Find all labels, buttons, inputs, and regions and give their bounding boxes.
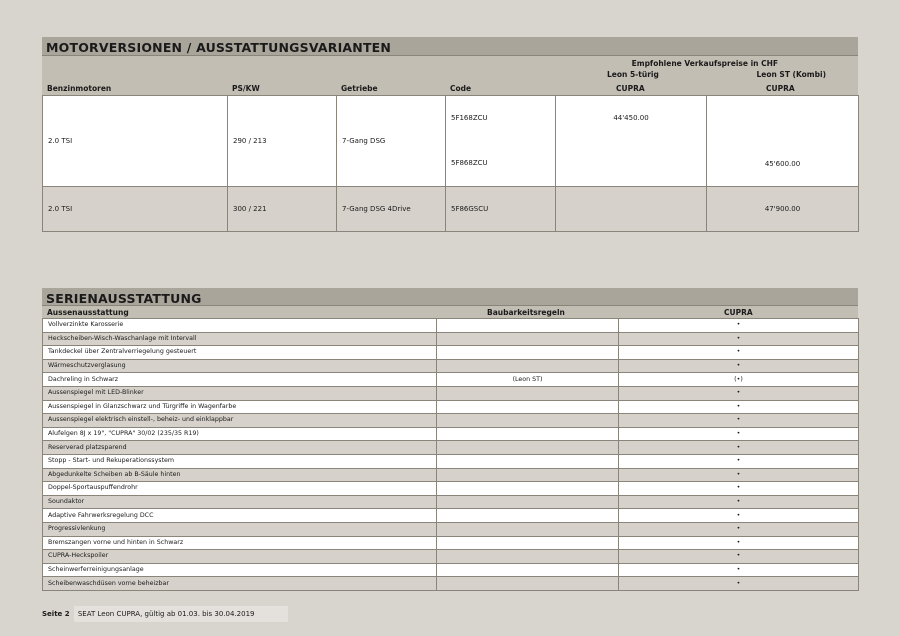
rule-cell: (Leon ST) bbox=[437, 373, 619, 387]
cupra-mark: (•) bbox=[619, 373, 859, 387]
table-row bbox=[43, 386, 859, 400]
rule-cell bbox=[437, 550, 619, 564]
cupra-mark: • bbox=[619, 482, 859, 496]
serie-title: SERIENAUSSTATTUNG bbox=[46, 291, 202, 306]
rule-cell bbox=[437, 346, 619, 360]
table-row bbox=[43, 495, 859, 509]
price-st: 45'600.00 bbox=[764, 160, 801, 168]
variant-st: Leon ST (Kombi) bbox=[756, 70, 826, 79]
variant-5door: Leon 5-türig bbox=[607, 70, 659, 79]
equipment-item: Dachreling in Schwarz bbox=[43, 373, 437, 387]
motor-section bbox=[42, 37, 858, 232]
equipment-item: Vollverzinkte Karosserie bbox=[43, 319, 437, 333]
rule-cell bbox=[437, 359, 619, 373]
table-row bbox=[43, 522, 859, 536]
equipment-item: Aussenspiegel elektrisch einstell-, beheiz- und einklappbar bbox=[43, 414, 437, 428]
cupra-mark: • bbox=[619, 495, 859, 509]
equipment-item: Aussenspiegel in Glanzschwarz und Türgriffe in Wagenfarbe bbox=[43, 400, 437, 414]
price-5door-cell bbox=[556, 187, 707, 232]
table-row bbox=[43, 319, 859, 333]
cupra-mark: • bbox=[619, 441, 859, 455]
rule-cell bbox=[437, 319, 619, 333]
cupra-mark: • bbox=[619, 427, 859, 441]
rule-cell bbox=[437, 509, 619, 523]
equipment-item: CUPRA-Heckspoiler bbox=[43, 550, 437, 564]
price-heading: Empfohlene Verkaufspreise in CHF bbox=[631, 59, 778, 68]
cupra-mark: • bbox=[619, 346, 859, 360]
motor-title-bar bbox=[42, 37, 858, 56]
cupra-mark: • bbox=[619, 454, 859, 468]
cupra-mark: • bbox=[619, 386, 859, 400]
table-row bbox=[43, 577, 859, 591]
cupra-mark: • bbox=[619, 468, 859, 482]
equipment-item: Tankdeckel über Zentralverriegelung gesteuert bbox=[43, 346, 437, 360]
table-row bbox=[43, 454, 859, 468]
equipment-item: Scheinwerferreinigungsanlage bbox=[43, 563, 437, 577]
table-row bbox=[43, 468, 859, 482]
motor-table bbox=[42, 95, 859, 232]
code-5door: 5F168ZCU bbox=[451, 114, 488, 122]
cupra-mark: • bbox=[619, 414, 859, 428]
rule-cell bbox=[437, 482, 619, 496]
serie-table bbox=[42, 318, 859, 591]
table-row bbox=[43, 346, 859, 360]
rule-cell bbox=[437, 414, 619, 428]
ps-cell: 300 / 221 bbox=[228, 187, 337, 232]
rule-cell bbox=[437, 400, 619, 414]
equipment-item: Progressivlenkung bbox=[43, 522, 437, 536]
price-5door: 44'450.00 bbox=[613, 114, 649, 122]
equipment-item: Stopp - Start- und Rekuperationssystem bbox=[43, 454, 437, 468]
equipment-item: Reserverad platzsparend bbox=[43, 441, 437, 455]
rule-cell bbox=[437, 563, 619, 577]
engine-cell: 2.0 TSI bbox=[43, 187, 228, 232]
table-row bbox=[43, 536, 859, 550]
col-item: Aussenausstattung bbox=[47, 308, 129, 317]
equipment-item: Wärmeschutzverglasung bbox=[43, 359, 437, 373]
equipment-item: Heckscheiben-Wisch-Waschanlage mit Intervall bbox=[43, 332, 437, 346]
cupra-mark: • bbox=[619, 550, 859, 564]
price-st-cell: 47'900.00 bbox=[707, 187, 859, 232]
equipment-item: Abgedunkelte Scheiben ab B-Säule hinten bbox=[43, 468, 437, 482]
cupra-mark: • bbox=[619, 359, 859, 373]
cupra-mark: • bbox=[619, 332, 859, 346]
gear-cell: 7-Gang DSG 4Drive bbox=[337, 187, 446, 232]
table-row bbox=[43, 427, 859, 441]
footer bbox=[42, 610, 255, 618]
rule-cell bbox=[437, 454, 619, 468]
table-row bbox=[43, 373, 859, 387]
cupra-mark: • bbox=[619, 563, 859, 577]
page-number: Seite 2 bbox=[42, 610, 70, 618]
table-row bbox=[43, 482, 859, 496]
cupra-mark: • bbox=[619, 400, 859, 414]
rule-cell bbox=[437, 468, 619, 482]
equipment-item: Soundaktor bbox=[43, 495, 437, 509]
code-cell bbox=[446, 96, 556, 187]
col-cupra-5door: CUPRA bbox=[616, 84, 645, 93]
cupra-mark: • bbox=[619, 522, 859, 536]
ps-cell: 290 / 213 bbox=[228, 96, 337, 187]
rule-cell bbox=[437, 536, 619, 550]
col-gear: Getriebe bbox=[341, 84, 378, 93]
rule-cell bbox=[437, 522, 619, 536]
equipment-item: Alufelgen 8J x 19", "CUPRA" 30/02 (235/35 R19) bbox=[43, 427, 437, 441]
col-engine: Benzinmotoren bbox=[47, 84, 112, 93]
serie-title-bar bbox=[42, 288, 858, 306]
table-row bbox=[43, 509, 859, 523]
col-cupra: CUPRA bbox=[724, 308, 753, 317]
cupra-mark: • bbox=[619, 536, 859, 550]
col-rules: Baubarkeitsregeln bbox=[487, 308, 565, 317]
table-row bbox=[43, 563, 859, 577]
table-row bbox=[43, 96, 859, 187]
table-row bbox=[43, 414, 859, 428]
table-row bbox=[43, 400, 859, 414]
price-5door-cell bbox=[556, 96, 707, 187]
equipment-item: Adaptive Fahrwerksregelung DCC bbox=[43, 509, 437, 523]
col-code: Code bbox=[450, 84, 472, 93]
motor-header bbox=[42, 56, 858, 95]
col-cupra-st: CUPRA bbox=[766, 84, 795, 93]
table-row bbox=[43, 441, 859, 455]
equipment-item: Scheibenwaschdüsen vorne beheizbar bbox=[43, 577, 437, 591]
rule-cell bbox=[437, 577, 619, 591]
gear-cell: 7-Gang DSG bbox=[337, 96, 446, 187]
rule-cell bbox=[437, 332, 619, 346]
equipment-item: Bremszangen vorne und hinten in Schwarz bbox=[43, 536, 437, 550]
footer-text: SEAT Leon CUPRA, gültig ab 01.03. bis 30.04.2019 bbox=[77, 610, 255, 618]
rule-cell bbox=[437, 441, 619, 455]
serie-section bbox=[42, 288, 858, 591]
price-st-cell bbox=[707, 96, 859, 187]
equipment-item: Aussenspiegel mit LED-Blinker bbox=[43, 386, 437, 400]
engine-cell: 2.0 TSI bbox=[43, 96, 228, 187]
rule-cell bbox=[437, 386, 619, 400]
code-st: 5F868ZCU bbox=[451, 159, 488, 167]
cupra-mark: • bbox=[619, 577, 859, 591]
table-row bbox=[43, 359, 859, 373]
motor-title: MOTORVERSIONEN / AUSSTATTUNGSVARIANTEN bbox=[46, 40, 392, 55]
col-ps: PS/KW bbox=[232, 84, 260, 93]
rule-cell bbox=[437, 427, 619, 441]
table-row bbox=[43, 332, 859, 346]
serie-header bbox=[42, 306, 858, 318]
table-row bbox=[43, 550, 859, 564]
rule-cell bbox=[437, 495, 619, 509]
code-cell: 5F86GSCU bbox=[446, 187, 556, 232]
equipment-item: Doppel-Sportauspuffendrohr bbox=[43, 482, 437, 496]
cupra-mark: • bbox=[619, 509, 859, 523]
cupra-mark: • bbox=[619, 319, 859, 333]
table-row bbox=[43, 187, 859, 232]
